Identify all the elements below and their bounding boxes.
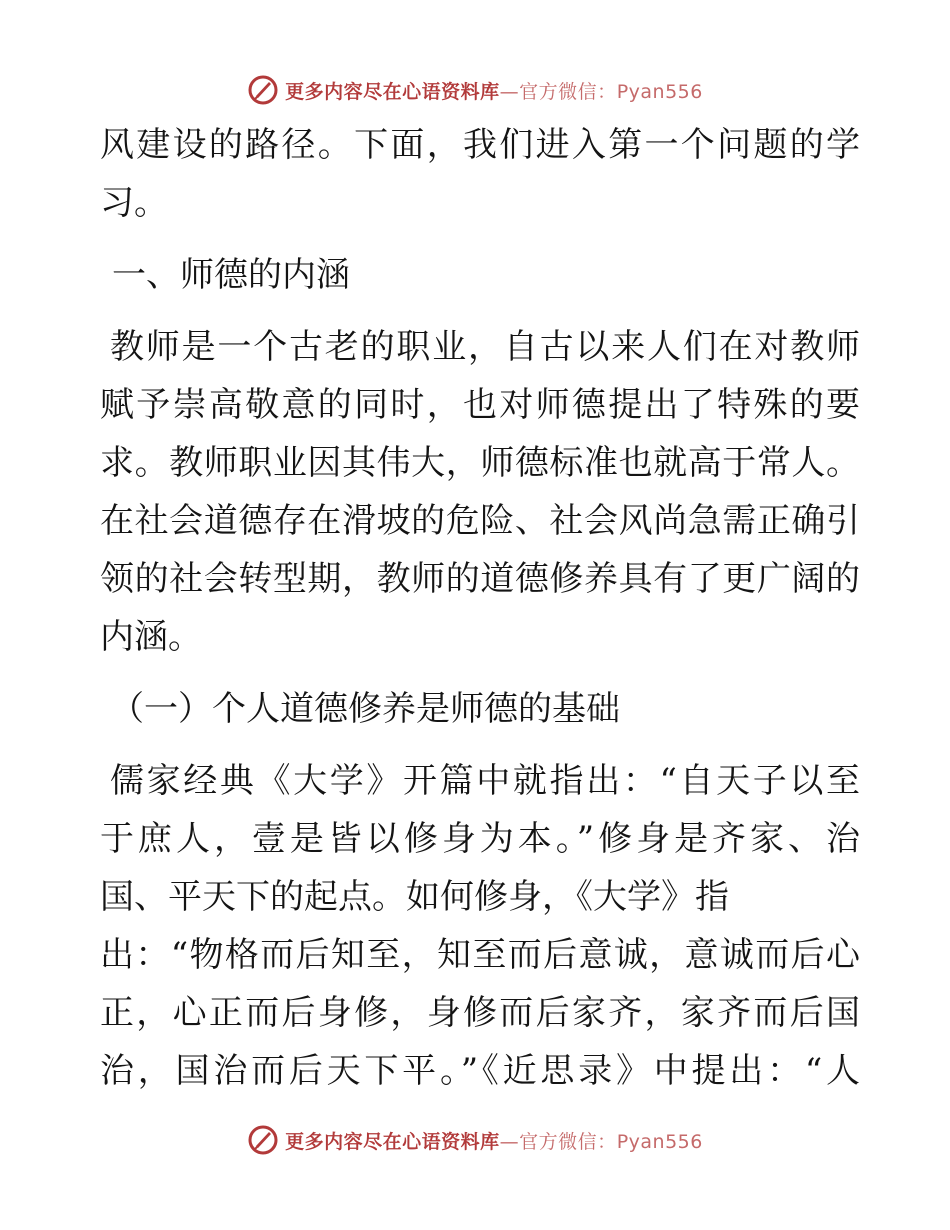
paragraph-great-learning: [100, 752, 860, 1100]
watermark-header: [0, 70, 950, 110]
heading-text: 一、师德的内涵: [112, 255, 350, 295]
quill-circle-logo-icon: [247, 1124, 279, 1156]
text-line: 正，心正而后身修，身修而后家齐，家齐而后国: [100, 993, 860, 1033]
text-line: 出：“物格而后知至，知至而后意诚，意诚而后心: [100, 935, 860, 975]
text-line: 求。教师职业因其伟大，师德标准也就高于常人。: [100, 443, 860, 483]
section-heading: [100, 246, 860, 304]
text-line: 在社会道德存在滑坡的危险、社会风尚急需正确引: [100, 501, 860, 541]
text-line: 风建设的路径。下面，我们进入第一个问题的学: [100, 125, 860, 165]
text-line: 教师是一个古老的职业，自古以来人们在对教师: [110, 327, 860, 367]
quill-circle-logo-icon: [247, 74, 279, 106]
text-line: 儒家经典《大学》开篇中就指出：“自天子以至: [110, 761, 860, 801]
heading-text: （一）个人道德修养是师德的基础: [110, 689, 620, 729]
text-line: 领的社会转型期，教师的道德修养具有了更广阔的: [100, 559, 860, 599]
text-line: 赋予崇高敬意的同时，也对师德提出了特殊的要: [100, 385, 860, 425]
watermark-text: 更多内容尽在心语资料库—官方微信：Pyan556: [285, 80, 703, 103]
text-line: 于庶人，壹是皆以修身为本。”修身是齐家、治: [100, 819, 860, 859]
text-line: 治，国治而后天下平。”《近思录》中提出：“人: [100, 1051, 860, 1091]
document-body: [100, 116, 860, 1100]
paragraph-teacher-ethics: [100, 318, 860, 666]
watermark-text: 更多内容尽在心语资料库—官方微信：Pyan556: [285, 1130, 703, 1153]
paragraph-intro: [100, 116, 860, 232]
text-line: 习。: [100, 183, 168, 223]
watermark-footer: [0, 1120, 950, 1160]
subsection-heading: [100, 680, 860, 738]
text-line: 国、平天下的起点。如何修身，《大学》指: [100, 877, 729, 917]
text-line: 内涵。: [100, 617, 202, 657]
